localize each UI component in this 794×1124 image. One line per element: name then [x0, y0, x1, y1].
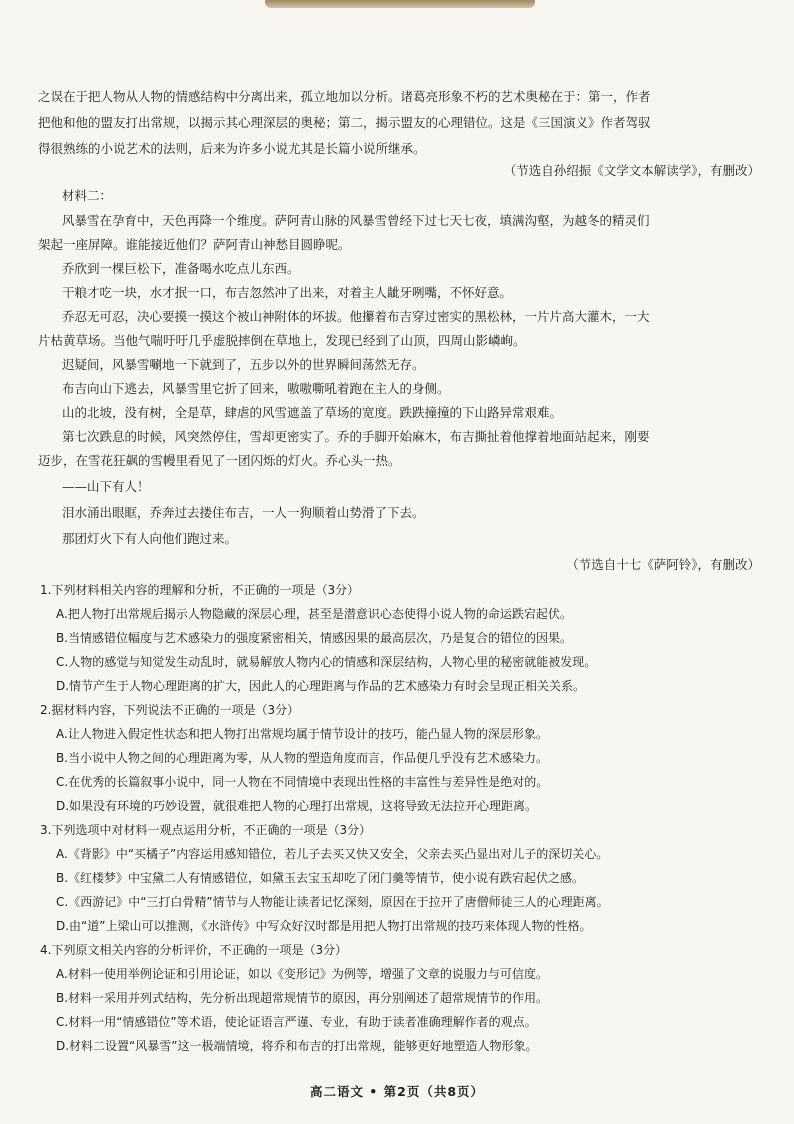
question-1-option-a: A.把人物打出常规后揭示人物隐藏的深层心理，甚至是潜意识心态使得小说人物的命运跌宕起伏。: [56, 607, 572, 621]
question-4-stem: 4.下列原文相关内容的分析评价，不正确的一项是（3分）: [40, 943, 348, 957]
question-4-option-c: C.材料一用“情感错位”等术语，使论证语言严谨、专业，有助于读者准确理解作者的观点。: [56, 1015, 537, 1029]
question-2-option-c: C.在优秀的长篇叙事小说中，同一人物在不同情境中表现出性格的丰富性与差异性是绝对的。: [56, 775, 549, 789]
question-2-option-a: A.让人物进入假定性状态和把人物打出常规均属于情节设计的技巧，能凸显人物的深层形象。: [56, 727, 548, 741]
material1-line-1: 之误在于把人物从人物的情感结构中分离出来，孤立地加以分析。诸葛亮形象不朽的艺术奥秘在于：第一，作者: [38, 89, 651, 104]
material1-line-2: 把他和他的盟友打出常规，以揭示其心理深层的奥秘；第二，揭示盟友的心理错位。这是《三国演义》作者驾驭: [38, 115, 651, 130]
material2-line-9: 山的北坡，没有树，全是草，肆虐的风雪遮盖了草场的宽度。跌跌撞撞的下山路异常艰难。: [62, 405, 563, 420]
material2-line-5: 乔忍无可忍，决心要摸一摸这个被山神附体的坏拔。他攥着布吉穿过密实的黑松林，一片片高大灌木，一大: [62, 309, 650, 324]
question-3-option-a: A.《背影》中“买橘子”内容运用感知错位，若儿子去买又快又安全，父亲去买凸显出对儿子的深切关心。: [56, 847, 609, 861]
material1-source: （节选自孙绍振《文学文本解读学》，有删改）: [503, 163, 760, 178]
question-1-option-d: D.情节产生于人物心理距离的扩大，因此人的心理距离与作品的艺术感染力有时会呈现正相关关系。: [56, 679, 586, 693]
material2-line-6: 片枯黄草场。当他气喘吁吁几乎虚脱摔倒在草地上，发现已经到了山顶，四周山影嶙峋。: [38, 333, 526, 348]
material2-line-4: 干粮才吃一块，水才抿一口，布吉忽然冲了出来，对着主人龇牙咧嘴，不怀好意。: [62, 285, 513, 300]
question-4-option-a: A.材料一使用举例论证和引用论证，如以《变形记》为例等，增强了文章的说服力与可信度。: [56, 967, 548, 981]
question-4-option-b: B.材料一采用并列式结构，先分析出现超常规情节的原因，再分别阐述了超常规情节的作用。: [56, 991, 549, 1005]
question-3-option-d: D.由“道”上梁山可以推测，《水浒传》中写众好汉时都是用把人物打出常规的技巧来体现人物的性格。: [56, 919, 592, 933]
material2-line-3: 乔欣到一棵巨松下，准备喝水吃点儿东西。: [62, 261, 300, 276]
question-2-option-d: D.如果没有环境的巧妙设置，就很难把人物的心理打出常规，这将导致无法拉开心理距离。: [56, 799, 538, 813]
material2-line-13: 泪水涌出眼眶，乔奔过去搂住布吉，一人一狗顺着山势滑了下去。: [62, 505, 425, 520]
question-2-option-b: B.当小说中人物之间的心理距离为零，从人物的塑造角度而言，作品便几乎没有艺术感染力。: [56, 751, 549, 765]
question-3-option-b: B.《红楼梦》中宝黛二人有情感错位，如黛玉去宝玉却吃了闭门羹等情节，使小说有跌宕起伏之感。: [56, 871, 585, 885]
question-3-stem: 3.下列选项中对材料一观点运用分析，不正确的一项是（3分）: [40, 823, 372, 837]
material2-line-2: 架起一座屏障。谁能接近他们？萨阿青山神愁目圆睁呢。: [38, 237, 351, 252]
material2-line-11: 迈步，在雪花狂飙的雪幔里看见了一团闪烁的灯火。乔心头一热。: [38, 453, 401, 468]
question-2-stem: 2.据材料内容，下列说法不正确的一项是（3分）: [40, 703, 300, 717]
page-footer: 高二语文 • 第2页（共8页）: [309, 1084, 485, 1099]
question-3-option-c: C.《西游记》中“三打白骨精”情节与人物能让读者记忆深刻，原因在于拉开了唐僧师徒三人的心理距离。: [56, 895, 609, 909]
question-1-option-b: B.当情感错位幅度与艺术感染力的强度紧密相关，情感因果的最高层次，乃是复合的错位的因果。: [56, 631, 573, 645]
material2-line-10: 第七次跌息的时候，风突然停住，雪却更密实了。乔的手脚开始麻木，布吉撕扯着他撑着地面站起来，刚要: [62, 429, 650, 444]
material2-line-14: 那团灯火下有人向他们跑过来。: [62, 531, 238, 546]
material2-source: （节选自十七《萨阿铃》，有删改）: [566, 557, 760, 572]
material2-line-12: ——山下有人！: [62, 479, 150, 494]
material2-line-1: 风暴雪在孕育中，天色再降一个维度。萨阿青山脉的风暴雪曾经下过七天七夜，填满沟壑，为越冬的精灵们: [62, 213, 650, 228]
question-1-option-c: C.人物的感觉与知觉发生动乱时，就易解放人物内心的情感和深层结构，人物心里的秘密就能被发现。: [56, 655, 597, 669]
question-1-stem: 1.下列材料相关内容的理解和分析，不正确的一项是（3分）: [40, 583, 360, 597]
material1-line-3: 得很熟练的小说艺术的法则，后来为许多小说尤其是长篇小说所继承。: [38, 141, 426, 156]
material2-line-8: 布吉向山下逃去，风暴雪里它折了回来，嗷嗷嘶吼着跑在主人的身侧。: [62, 381, 450, 396]
question-4-option-d: D.材料二设置“风暴雪”这一极端情境，将乔和布吉的打出常规，能够更好地塑造人物形象。: [56, 1039, 538, 1053]
material2-heading: 材料二：: [62, 188, 113, 203]
material2-line-7: 迟疑间，风暴雪唰地一下就到了，五步以外的世界瞬间荡然无存。: [62, 357, 425, 372]
